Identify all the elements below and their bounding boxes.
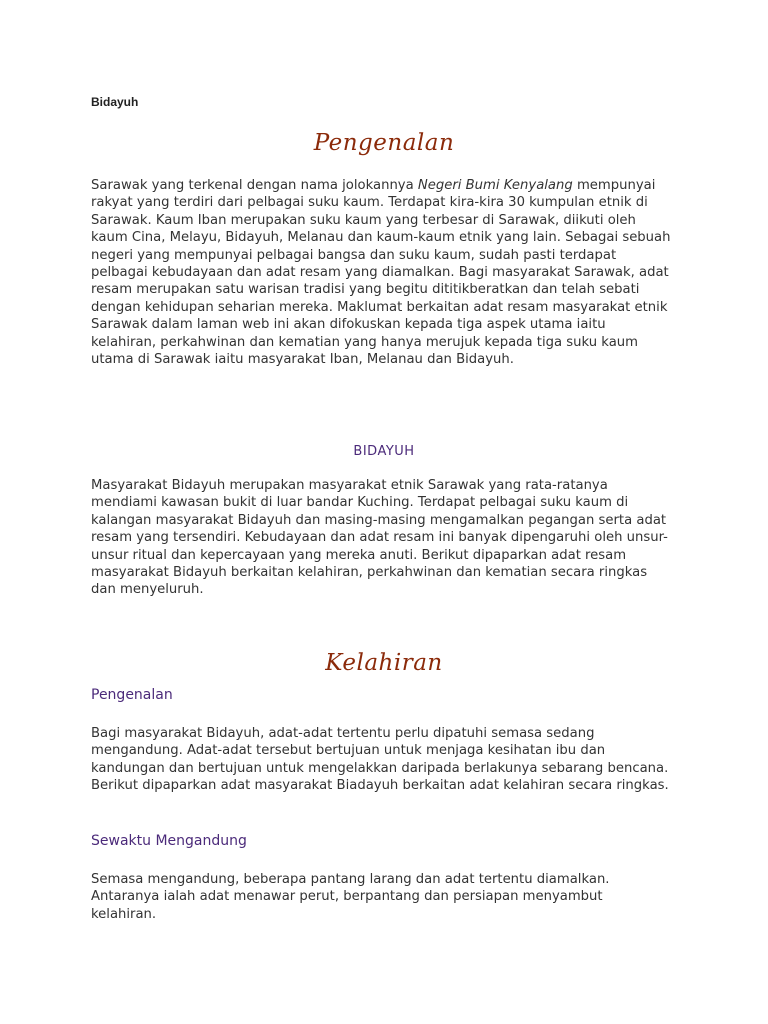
intro-heading: Pengenalan: [313, 130, 455, 156]
bidayuh-paragraph: Masyarakat Bidayuh merupakan masyarakat etnik Sarawak yang rata-ratanya mendiami kawasan bukit di luar bandar Kuching. Terdapat pelbagai suku kaum di kalangan masyarakat Bidayuh dan masing-masing mengamalkan pegangan serta adat resam yang tersendiri. Kebudayaan dan adat resam ini banyak dipengaruhi oleh unsur-unsur ritual dan kepercayaan yang mereka anuti. Berikut dipaparkan adat resam masyarakat Bidayuh berkaitan kelahiran, perkahwinan dan kematian secara ringkas dan menyeluruh.: [91, 478, 668, 598]
intro-text-start: Sarawak yang terkenal dengan nama jolokannya: [91, 178, 418, 193]
document-label: Bidayuh: [91, 95, 139, 109]
bidayuh-heading: BIDAYUH: [353, 444, 415, 459]
kelahiran-pengenalan-paragraph: Bagi masyarakat Bidayuh, adat-adat tertentu perlu dipatuhi semasa sedang mengandung. Adat-adat tersebut bertujuan untuk menjaga kesihatan ibu dan kandungan dan bertujuan untuk mengelakkan daripada berlakunya sebarang bencana. Berikut dipaparkan adat masyarakat Biadayuh berkaitan adat kelahiran secara ringkas.: [91, 726, 669, 794]
intro-paragraph: [91, 177, 671, 368]
kelahiran-heading: Kelahiran: [325, 650, 443, 676]
intro-text-italic: Negeri Bumi Kenyalang: [417, 178, 573, 193]
sewaktu-mengandung-subheading: Sewaktu Mengandung: [91, 833, 247, 849]
sewaktu-mengandung-paragraph: Semasa mengandung, beberapa pantang larang dan adat tertentu diamalkan. Antaranya ialah adat menawar perut, berpantang dan persiapan menyambut kelahiran.: [91, 872, 610, 922]
intro-text-rest: mempunyai rakyat yang terdiri dari pelbagai suku kaum. Terdapat kira-kira 30 kumpulan etnik di Sarawak. Kaum Iban merupakan suku kaum yang terbesar di Sarawak, diikuti oleh kaum Cina, Melayu, Bidayuh, Melanau dan kaum-kaum etnik yang lain. Sebagai sebuah negeri yang mempunyai pelbagai bangsa dan suku kaum, sudah pasti terdapat pelbagai kebudayaan dan adat resam yang diamalkan. Bagi masyarakat Sarawak, adat resam merupakan satu warisan tradisi yang begitu dititikberatkan dan telah sebati dengan kehidupan seharian mereka. Maklumat berkaitan adat resam masyarakat etnik Sarawak dalam laman web ini akan difokuskan kepada tiga aspek utama iaitu kelahiran, perkahwinan dan kematian yang hanya merujuk kepada tiga suku kaum utama di Sarawak iaitu masyarakat Iban, Melanau dan Bidayuh.: [91, 178, 671, 368]
kelahiran-pengenalan-subheading: Pengenalan: [91, 687, 173, 703]
